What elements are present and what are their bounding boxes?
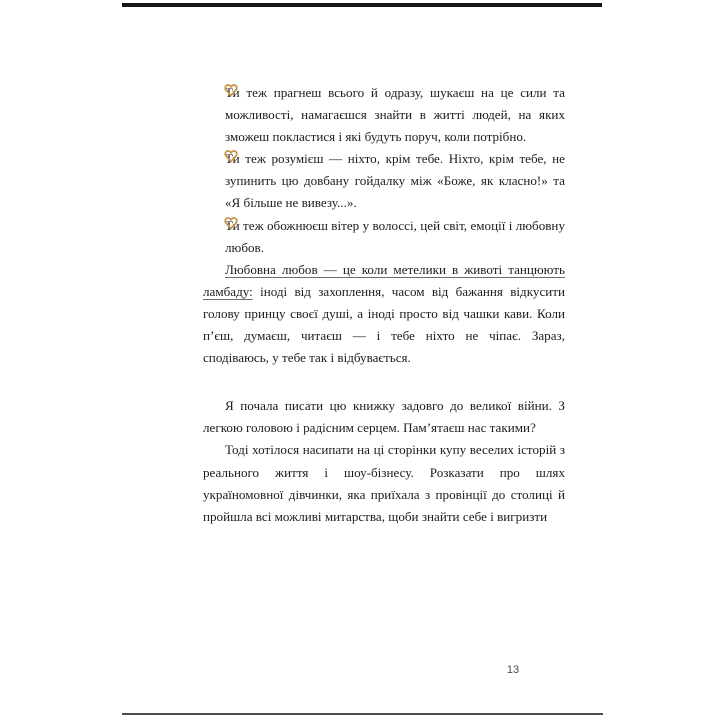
bulleted-paragraph — [203, 82, 565, 148]
page-number — [0, 664, 720, 676]
paragraph — [203, 439, 565, 527]
underlined-definition-lead: Любовна любов — це коли метелики в животі танцюють ламбаду: — [203, 261, 565, 299]
paragraph-text: іноді від захоплення, часом від бажання відкусити голову принцу своєї душі, а іноді просто від чашки кави. Коли п’єш, думаєш, читаєш — і тебе ніхто не чіпає. Зараз, сподіваюсь, у тебе так і відбувається. — [203, 283, 565, 366]
definition-paragraph — [203, 259, 565, 369]
paragraph-text: Ти теж обожнюєш вітер у волоссі, цей світ, емоції і любовну любов. — [225, 217, 565, 255]
body-text-column — [203, 82, 565, 528]
heart-icon — [224, 83, 238, 97]
paragraph — [203, 395, 565, 439]
paragraph-text: Ти теж прагнеш всього й одразу, шукаєш на це сили та можливості, намагаєшся знайти в житті людей, на яких зможеш покластися і які будуть поруч, коли потрібно. — [225, 85, 565, 145]
heart-icon — [224, 216, 238, 230]
page-number-value: 13 — [506, 664, 520, 676]
bottom-rule-divider — [122, 713, 603, 715]
top-rule-divider — [122, 3, 602, 7]
bulleted-paragraph — [203, 215, 565, 259]
paragraph-text: Тоді хотілося насипати на ці сторінки купу веселих історій з реального життя і шоу-бізнесу. Розказати про шлях україномовної дівчинки, яка приїхала з провінції до столиці й пройшла всі можливі митарства, щоби знайти себе і вигризти — [203, 442, 565, 524]
bulleted-paragraph — [203, 148, 565, 214]
paragraph-text: Я почала писати цю книжку задовго до великої війни. З легкою головою і радісним серцем. Пам’ятаєш нас такими? — [203, 398, 565, 436]
section-gap — [203, 369, 565, 395]
paragraph-text: Ти теж розумієш — ніхто, крім тебе. Ніхто, крім тебе, не зупинить цю довбану гойдалку між «Боже, як класно!» та «Я більше не вивезу...». — [225, 151, 565, 211]
heart-icon — [224, 149, 238, 163]
